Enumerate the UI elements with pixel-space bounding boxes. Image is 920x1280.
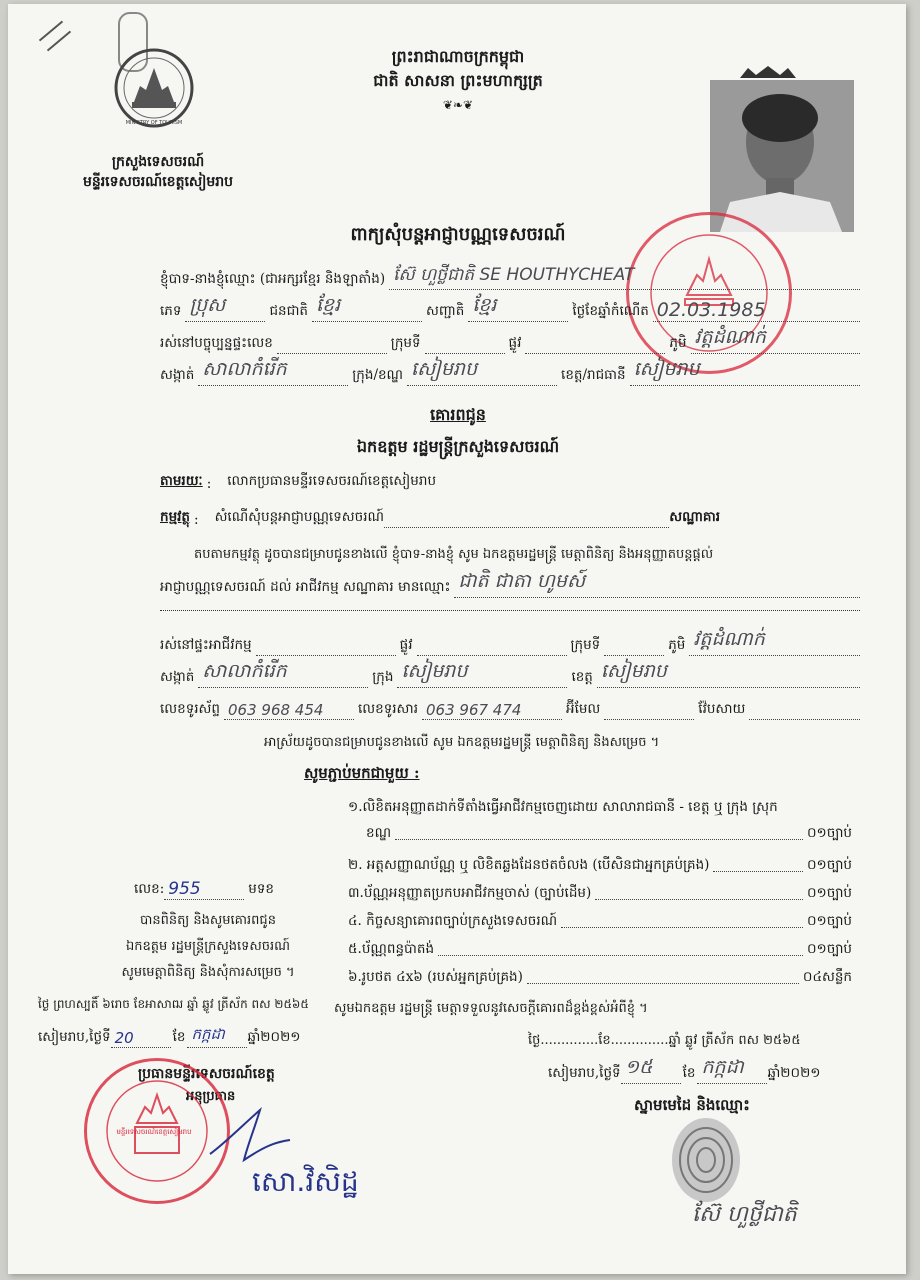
ornament-divider: ❦❧❦: [442, 98, 474, 112]
attachment-item: ២. អត្តសញ្ញាណប័ណ្ណ ឬ លិខិតឆ្លងដែនថតចំលង (បើសិនជាអ្នកគ្រប់គ្រង) ០១ច្បាប់: [348, 857, 852, 873]
phone-field[interactable]: 063 968 454: [224, 703, 354, 720]
approval-line-1: បានពិនិត្យ និងសូមគោរពជូន: [140, 913, 276, 928]
biz-commune-label: សង្កាត់: [160, 669, 195, 685]
signature-title: ស្នាមមេដៃ និងឈ្មោះ: [634, 1096, 750, 1114]
email-field[interactable]: [604, 703, 694, 720]
ministry-logo: [112, 46, 196, 130]
sex-label: ភេទ: [160, 303, 182, 319]
commune-row: [160, 358, 860, 386]
via-text: លោកប្រធានមន្ទីរទេសចរណ៍ខេត្តសៀមរាប: [227, 473, 437, 489]
biz-village-field[interactable]: វត្តដំណាក់: [689, 639, 860, 656]
biz-street-label: ផ្លូវ: [399, 637, 413, 653]
biz-group-label: ក្រុមទី: [570, 637, 601, 653]
applicant-photo: [710, 80, 854, 232]
attachment-item: ៥.ប័ណ្ណពន្ធប៉ាតង់ ០១ច្បាប់: [348, 941, 852, 957]
respect-to-heading: គោរពជូន: [430, 405, 486, 424]
pen-mark-icon: [47, 31, 71, 52]
address-row: [160, 326, 860, 354]
application-form-page: [8, 4, 906, 1274]
via-label: តាមរយៈ: [160, 473, 203, 489]
body-line-1: តបតាមកម្មវត្ថុ ដូចបានជម្រាបជូនខាងលើ ខ្ញុំបាទ-នាងខ្ញុំ សូម ឯកឧត្តមរដ្ឋមន្ត្រី មេត្តាពិនិត្យ និងអនុញ្ញាតបន្តផ្តល់: [194, 547, 714, 562]
house-field[interactable]: [277, 337, 387, 354]
signing-date-row: សៀមរាប,ថ្ងៃទី ១៥ ខែ កក្កដា ឆ្នាំ២០២១: [548, 1064, 821, 1084]
business-name-field[interactable]: ជាតិ ជាតា ហូមស៍: [454, 581, 860, 598]
department-name: មន្ទីរទេសចរណ៍ខេត្តសៀមរាប: [82, 174, 234, 190]
name-row: [160, 265, 860, 290]
approval-line-2: ឯកឧត្តម រដ្ឋមន្ត្រីក្រសួងទេសចរណ៍: [126, 939, 290, 954]
commune-field[interactable]: សាលាកំរើក: [198, 369, 348, 386]
biz-street-field[interactable]: [417, 639, 567, 656]
personal-row: [160, 294, 860, 322]
subject-label: កម្មវត្ថុ: [160, 509, 190, 525]
stamp-inner-text: មន្ទីរទេសចរណ៍ខេត្តសៀមរាប: [116, 1128, 192, 1136]
motto-heading: ជាតិ សាសនា ព្រះមហាក្សត្រ: [373, 71, 543, 90]
addressee-heading: ឯកឧត្តម រដ្ឋមន្ត្រីក្រសួងទេសចរណ៍: [356, 437, 560, 456]
dob-label: ថ្ងៃខែឆ្នាំកំណើត: [572, 303, 649, 319]
group-field[interactable]: [425, 337, 505, 354]
attachment-item: ១.លិខិតអនុញ្ញាតដាក់ទីតាំងធ្វើអាជីវកម្មចេញដោយ សាលារាជធានី - ខេត្ត ឬ ក្រុង ស្រុក: [348, 799, 778, 815]
biz-address-label: រស់នៅផ្ទះអាជីវកម្ម: [160, 637, 252, 653]
ref-number-row: លេខ: 955 មទខ: [134, 879, 274, 899]
biz-province-label: ខេត្ត: [571, 669, 593, 685]
village-label: ភូមិ: [669, 335, 687, 351]
fingerprint-icon: [668, 1116, 744, 1204]
form-title: ពាក្យសុំបន្តអាជ្ញាបណ្ណទេសចរណ៍: [350, 224, 566, 245]
ethnicity-field[interactable]: ខ្មែរ: [312, 305, 422, 322]
biz-city-label: ក្រុង: [372, 669, 394, 685]
address-label: រស់នៅបច្ចុប្បន្នផ្ទះលេខ: [160, 335, 273, 351]
group-label: ក្រុមទី: [390, 335, 421, 351]
logo-caption: MINISTRY OF TOURISM: [125, 120, 183, 126]
phone-label: លេខទូរស័ព្ទ: [160, 701, 220, 717]
biz-province-field[interactable]: សៀមរាប: [597, 671, 860, 688]
attachment-item: ៦.រូបថត ៤x៦ (របស់អ្នកគ្រប់គ្រង) ០៤សន្លឹក: [348, 969, 852, 985]
attachment-item: ៤. កិច្ចសន្យាគោរពច្បាប់ក្រសួងទេសចរណ៍ ០១ច្បាប់: [348, 913, 852, 929]
kingdom-heading: ព្រះរាជាណាចក្រកម្ពុជា: [391, 47, 525, 66]
signing-lunar-date: ថ្ងៃ..............ខែ..............ឆ្នាំ ឆ្លូវ ត្រីស័ក ពស ២៥៦៥: [528, 1033, 801, 1048]
fax-label: លេខទូរសារ: [358, 701, 418, 717]
biz-commune-field[interactable]: សាលាកំរើក: [198, 671, 368, 688]
biz-commune-row: [160, 660, 860, 688]
director-title: ប្រធានមន្ទីរទេសចរណ៍ខេត្ត: [138, 1066, 275, 1082]
closing-line: អាស្រ័យដូចបានជម្រាបជូនខាងលើ សូម ឯកឧត្តមរដ្ឋមន្ត្រី មេត្តាពិនិត្យ និងសម្រេច ។: [264, 735, 660, 750]
village-field[interactable]: វត្តដំណាក់: [691, 337, 860, 354]
approval-lunar-date: ថ្ងៃ ព្រហស្បតិ៍ ៦រោច ខែអាសាឍ ឆ្នាំ ឆ្លូវ ត្រីស័ក ពស ២៥៦៥: [38, 997, 309, 1011]
director-signature-icon: [204, 1104, 294, 1164]
final-line: សូមឯកឧត្តម រដ្ឋមន្ត្រី មេត្តាទទួលនូវសេចក្តីគោរពដ៏ខ្ពង់ខ្ពស់អំពីខ្ញុំ ។: [334, 1001, 648, 1016]
name-field[interactable]: ស៊ែ ហួថ្លីជាតិ SE HOUTHYCHEAT: [389, 273, 860, 290]
website-label: វ៉ែបសាយ: [698, 701, 746, 717]
applicant-signature-name: ស៊ែ ហួថ្លីជាតិ: [692, 1202, 797, 1227]
district-label: ក្រុង/ខណ្ឌ: [352, 367, 404, 383]
photo-crown-ornament: [738, 64, 798, 78]
sex-field[interactable]: ប្រុស: [185, 305, 265, 322]
province-field[interactable]: សៀមរាប: [630, 369, 860, 386]
biz-address-row: [160, 628, 860, 656]
subject-row: កម្មវត្ថុ : សំណើសុំបន្តអាជ្ញាបណ្ណទេសចរណ៍ សណ្ឋាគារ: [160, 509, 720, 528]
nationality-field[interactable]: ខ្មែរ: [468, 305, 568, 322]
dob-field[interactable]: 02.03.1985: [653, 305, 860, 322]
approval-date-row: សៀមរាប,ថ្ងៃទី 20 ខែ កក្កដា ឆ្នាំ២០២១: [38, 1025, 301, 1047]
blank-line[interactable]: [160, 610, 860, 611]
attachment-item: ៣.ប័ណ្ណអនុញ្ញាតប្រកបអាជីវកម្មចាស់ (ច្បាប់ដើម) ០១ច្បាប់: [348, 885, 852, 901]
district-field[interactable]: សៀមរាប: [407, 369, 557, 386]
attachment-item: ខណ្ឌ ០១ច្បាប់: [366, 825, 852, 841]
ethnicity-label: ជនជាតិ: [269, 303, 308, 319]
fax-field[interactable]: 063 967 474: [422, 703, 562, 720]
biz-house-field[interactable]: [256, 639, 396, 656]
approval-line-3: សូមមេត្តាពិនិត្យ និងសុំការសម្រេច ។: [121, 965, 295, 980]
director-name: សោ.វិសិដ្ឋ: [252, 1165, 359, 1198]
biz-group-field[interactable]: [604, 639, 664, 656]
via-row: តាមរយៈ : លោកប្រធានមន្ទីរទេសចរណ៍ខេត្តសៀមរាប: [160, 473, 437, 492]
director-subtitle: អនុប្រធាន: [186, 1089, 236, 1104]
nationality-label: សញ្ជាតិ: [426, 303, 465, 319]
body-line-2: អាជ្ញាបណ្ណទេសចរណ៍ ដល់ អាជីវកម្ម សណ្ឋាគារ មានឈ្មោះ ជាតិ ជាតា ហូមស៍: [160, 578, 860, 598]
biz-village-label: ភូមិ: [668, 637, 686, 653]
street-label: ផ្លូវ: [508, 335, 522, 351]
street-field[interactable]: [525, 337, 665, 354]
province-label: ខេត្ត/រាជធានី: [561, 367, 626, 383]
ministry-name: ក្រសួងទេសចរណ៍: [111, 154, 205, 170]
biz-contact-row: [160, 700, 860, 720]
email-label: អ៊ីមែល: [566, 701, 601, 717]
biz-city-field[interactable]: សៀមរាប: [397, 671, 567, 688]
attachments-title: សូមភ្ជាប់មកជាមួយ :: [304, 764, 420, 782]
commune-label: សង្កាត់: [160, 367, 195, 383]
website-field[interactable]: [749, 703, 860, 720]
subject-type: សណ្ឋាគារ: [669, 509, 720, 525]
subject-text: សំណើសុំបន្តអាជ្ញាបណ្ណទេសចរណ៍: [214, 509, 384, 525]
name-label: ខ្ញុំបាទ-នាងខ្ញុំឈ្មោះ (ជាអក្សរខ្មែរ និងឡាតាំង): [160, 271, 386, 287]
